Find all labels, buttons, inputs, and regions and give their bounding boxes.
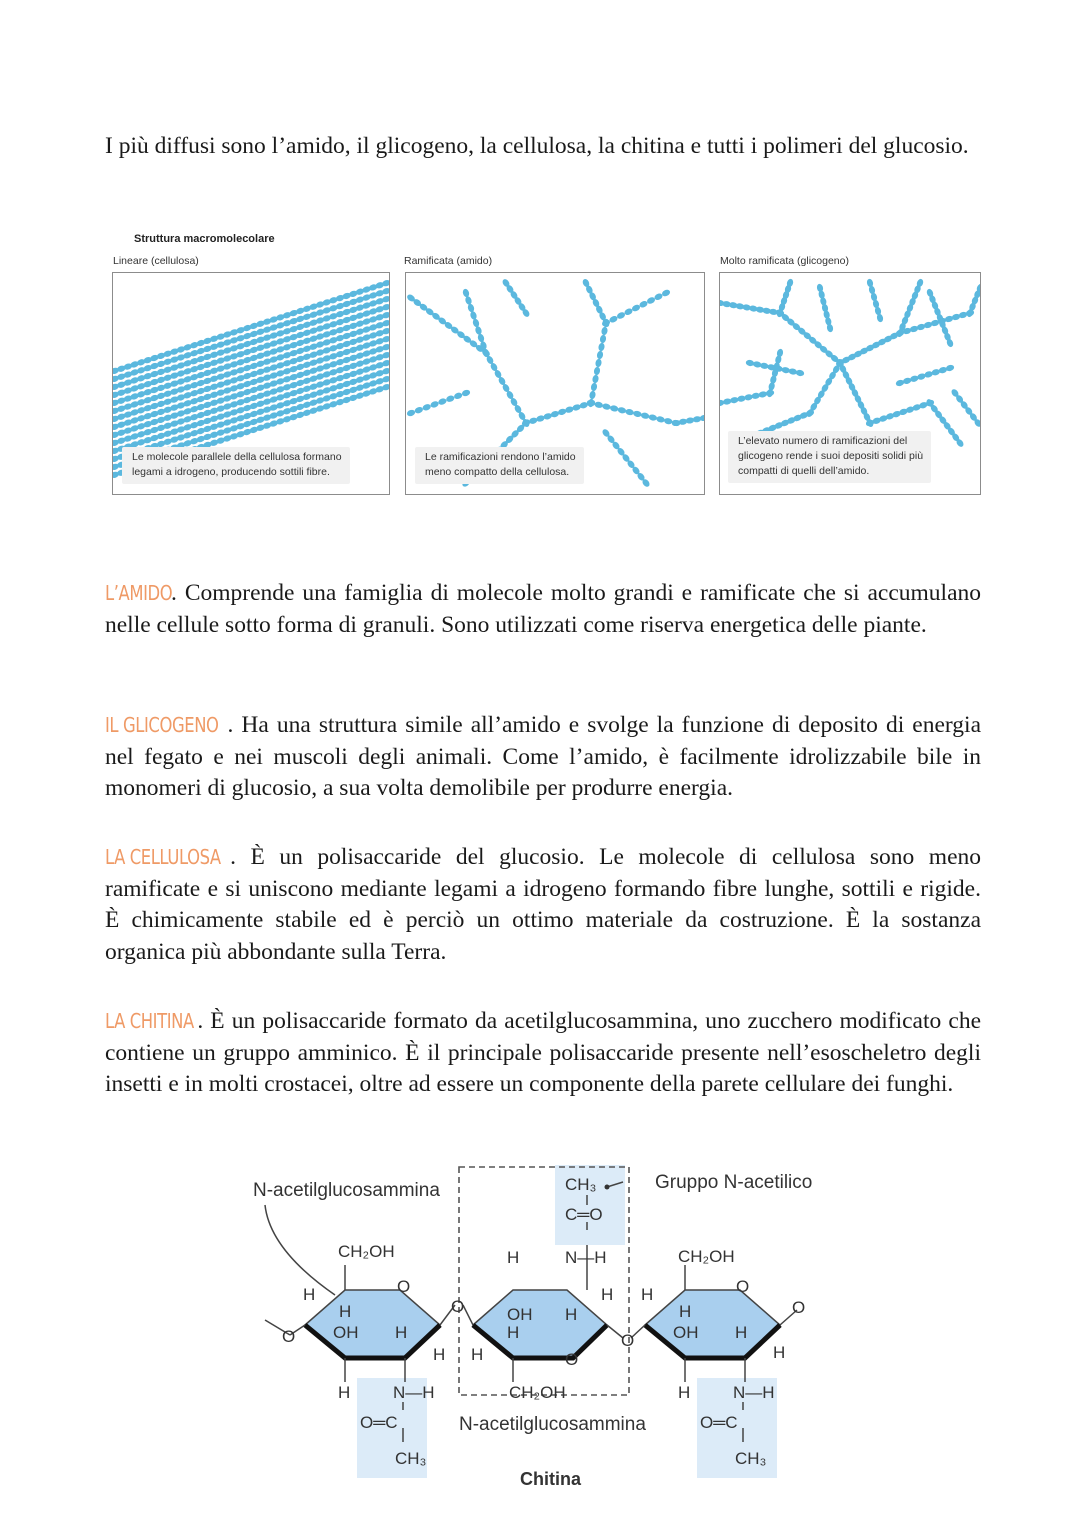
svg-text:H: H <box>433 1345 446 1364</box>
svg-text:H: H <box>303 1285 316 1304</box>
bead-chain <box>586 399 681 427</box>
bead-chain <box>671 414 704 426</box>
bead-chain <box>866 278 884 323</box>
label-chitina: Chitina <box>520 1469 581 1489</box>
svg-text:H: H <box>395 1323 408 1342</box>
label-n-acetylglucosamine-left: N-acetilglucosammina <box>253 1180 440 1201</box>
figure-title: Struttura macromolecolare <box>134 233 275 245</box>
bead-chain <box>805 358 844 418</box>
bead-chain <box>601 288 671 327</box>
bead-chain <box>835 328 905 367</box>
label-n-acetyl-group: Gruppo N-acetilico <box>655 1172 813 1193</box>
svg-text:CH₃: CH₃ <box>735 1449 767 1468</box>
bead-chain <box>775 308 845 368</box>
bead-chain <box>587 318 609 407</box>
bead-chain <box>835 358 874 428</box>
svg-text:H: H <box>339 1302 352 1321</box>
caption-glicogeno: L’elevato numero di ramificazioni del glicogeno rende i suoi depositi solidi più compatti di quelli dell’amido. <box>728 431 931 483</box>
chitin-structure-diagram <box>245 1160 845 1500</box>
heading-glicogeno: IL GLICOGENO <box>105 713 219 737</box>
heading-chitina: LA CHITINA <box>105 1009 194 1033</box>
bead-chain <box>601 428 651 488</box>
caption-amido: Le ramificazioni rendono l’amido meno compatto della cellulosa. <box>415 447 584 484</box>
svg-text:O═C: O═C <box>700 1413 738 1432</box>
svg-text:O: O <box>565 1350 579 1369</box>
svg-text:O: O <box>397 1277 411 1296</box>
svg-text:N—H: N—H <box>565 1248 607 1267</box>
svg-text:CH₃: CH₃ <box>395 1449 427 1468</box>
svg-text:O: O <box>282 1327 296 1346</box>
svg-text:OH: OH <box>333 1323 359 1342</box>
heading-cellulosa: LA CELLULOSA <box>105 845 221 869</box>
bead-chain <box>895 364 955 387</box>
panel-label-amido: Ramificata (amido) <box>404 255 493 267</box>
bead-chain <box>950 388 980 428</box>
svg-text:CH₂OH: CH₂OH <box>338 1242 395 1261</box>
heading-amido: L’AMIDO <box>105 581 173 605</box>
svg-text:H: H <box>565 1305 578 1324</box>
caption-cellulosa: Le molecole parallele della cellulosa formano legami a idrogeno, producendo sottili fibre. <box>122 447 350 484</box>
svg-text:H: H <box>641 1285 654 1304</box>
label-n-acetylglucosamine-center: N-acetilglucosammina <box>459 1414 646 1435</box>
panel-label-glicogeno: Molto ramificata (glicogeno) <box>720 255 849 267</box>
svg-text:H: H <box>678 1383 691 1402</box>
bead-chain <box>816 283 834 333</box>
panel-amido <box>405 272 705 495</box>
bead-chain <box>865 399 935 427</box>
svg-text:H: H <box>601 1285 614 1304</box>
bead-chain <box>966 283 980 318</box>
svg-text:O: O <box>621 1331 635 1350</box>
bead-chain <box>720 299 785 316</box>
svg-text:H: H <box>507 1248 520 1267</box>
bead-chain <box>521 399 596 427</box>
svg-text:CH₃: CH₃ <box>565 1175 597 1194</box>
svg-text:O: O <box>792 1298 806 1317</box>
panel-glicogeno <box>719 272 981 495</box>
svg-text:H: H <box>507 1323 520 1342</box>
panel-label-cellulosa: Lineare (cellulosa) <box>113 255 199 267</box>
svg-text:O═C: O═C <box>360 1413 398 1432</box>
svg-text:O: O <box>736 1277 750 1296</box>
svg-text:H: H <box>773 1343 786 1362</box>
section-glicogeno: IL GLICOGENO . Ha una struttura simile all’amido e svolge la funzione di deposito di energia nel fegato e nei muscoli degli animali. Come l’amido, è facilmente idrolizzabile bile in monomeri di glucosio, a sua volta demolibile per produrre energia. <box>105 712 981 801</box>
svg-text:H: H <box>679 1302 692 1321</box>
section-cellulosa: LA CELLULOSA . È un polisaccaride del glucosio. Le molecole di cellulosa sono meno ramificate e si uniscono mediante legami a idrogeno formando fibre lunghe, sottili e rigide. È chimicamente stabile ed è perciò un ottimo materiale da costruzione. È la sostanza organica più abbondante sulla Terra. <box>105 844 981 965</box>
section-amido: L’AMIDO. Comprende una famiglia di molecole molto grandi e ramificate che si accumulano nelle cellule sotto forma di granuli. Sono utilizzati come riserva energetica delle piante. <box>105 580 981 638</box>
svg-text:OH: OH <box>673 1323 699 1342</box>
ring-right <box>645 1290 780 1358</box>
svg-text:CH₂OH: CH₂OH <box>509 1383 566 1402</box>
svg-text:N—H: N—H <box>393 1383 435 1402</box>
svg-text:C═O: C═O <box>565 1205 603 1224</box>
svg-text:H: H <box>735 1323 748 1342</box>
intro-paragraph: I più diffusi sono l’amido, il glicogeno, la cellulosa, la chitina e tutti i polimeri del glucosio. <box>105 133 969 159</box>
panel-cellulosa <box>112 272 390 495</box>
bead-chain <box>766 348 784 398</box>
bead-chain <box>925 398 965 448</box>
bead-chain <box>720 389 775 407</box>
bead-chain <box>406 389 471 418</box>
svg-text:CH₂OH: CH₂OH <box>678 1247 735 1266</box>
svg-text:OH: OH <box>507 1305 533 1324</box>
svg-text:H: H <box>471 1345 484 1364</box>
bead-chain <box>481 348 530 428</box>
svg-text:N—H: N—H <box>733 1383 775 1402</box>
ring-left <box>305 1290 440 1358</box>
svg-text:O: O <box>451 1297 465 1316</box>
bead-chain <box>501 278 531 318</box>
svg-text:H: H <box>338 1383 351 1402</box>
section-chitina: LA CHITINA . È un polisaccaride formato da acetilglucosammina, uno zucchero modificato che contiene un gruppo amminico. È il principale polisaccaride presente nell’esoscheletro degli insetti e in molti crostacei, oltre ad essere un componente della parete cellulare dei funghi. <box>105 1008 981 1097</box>
